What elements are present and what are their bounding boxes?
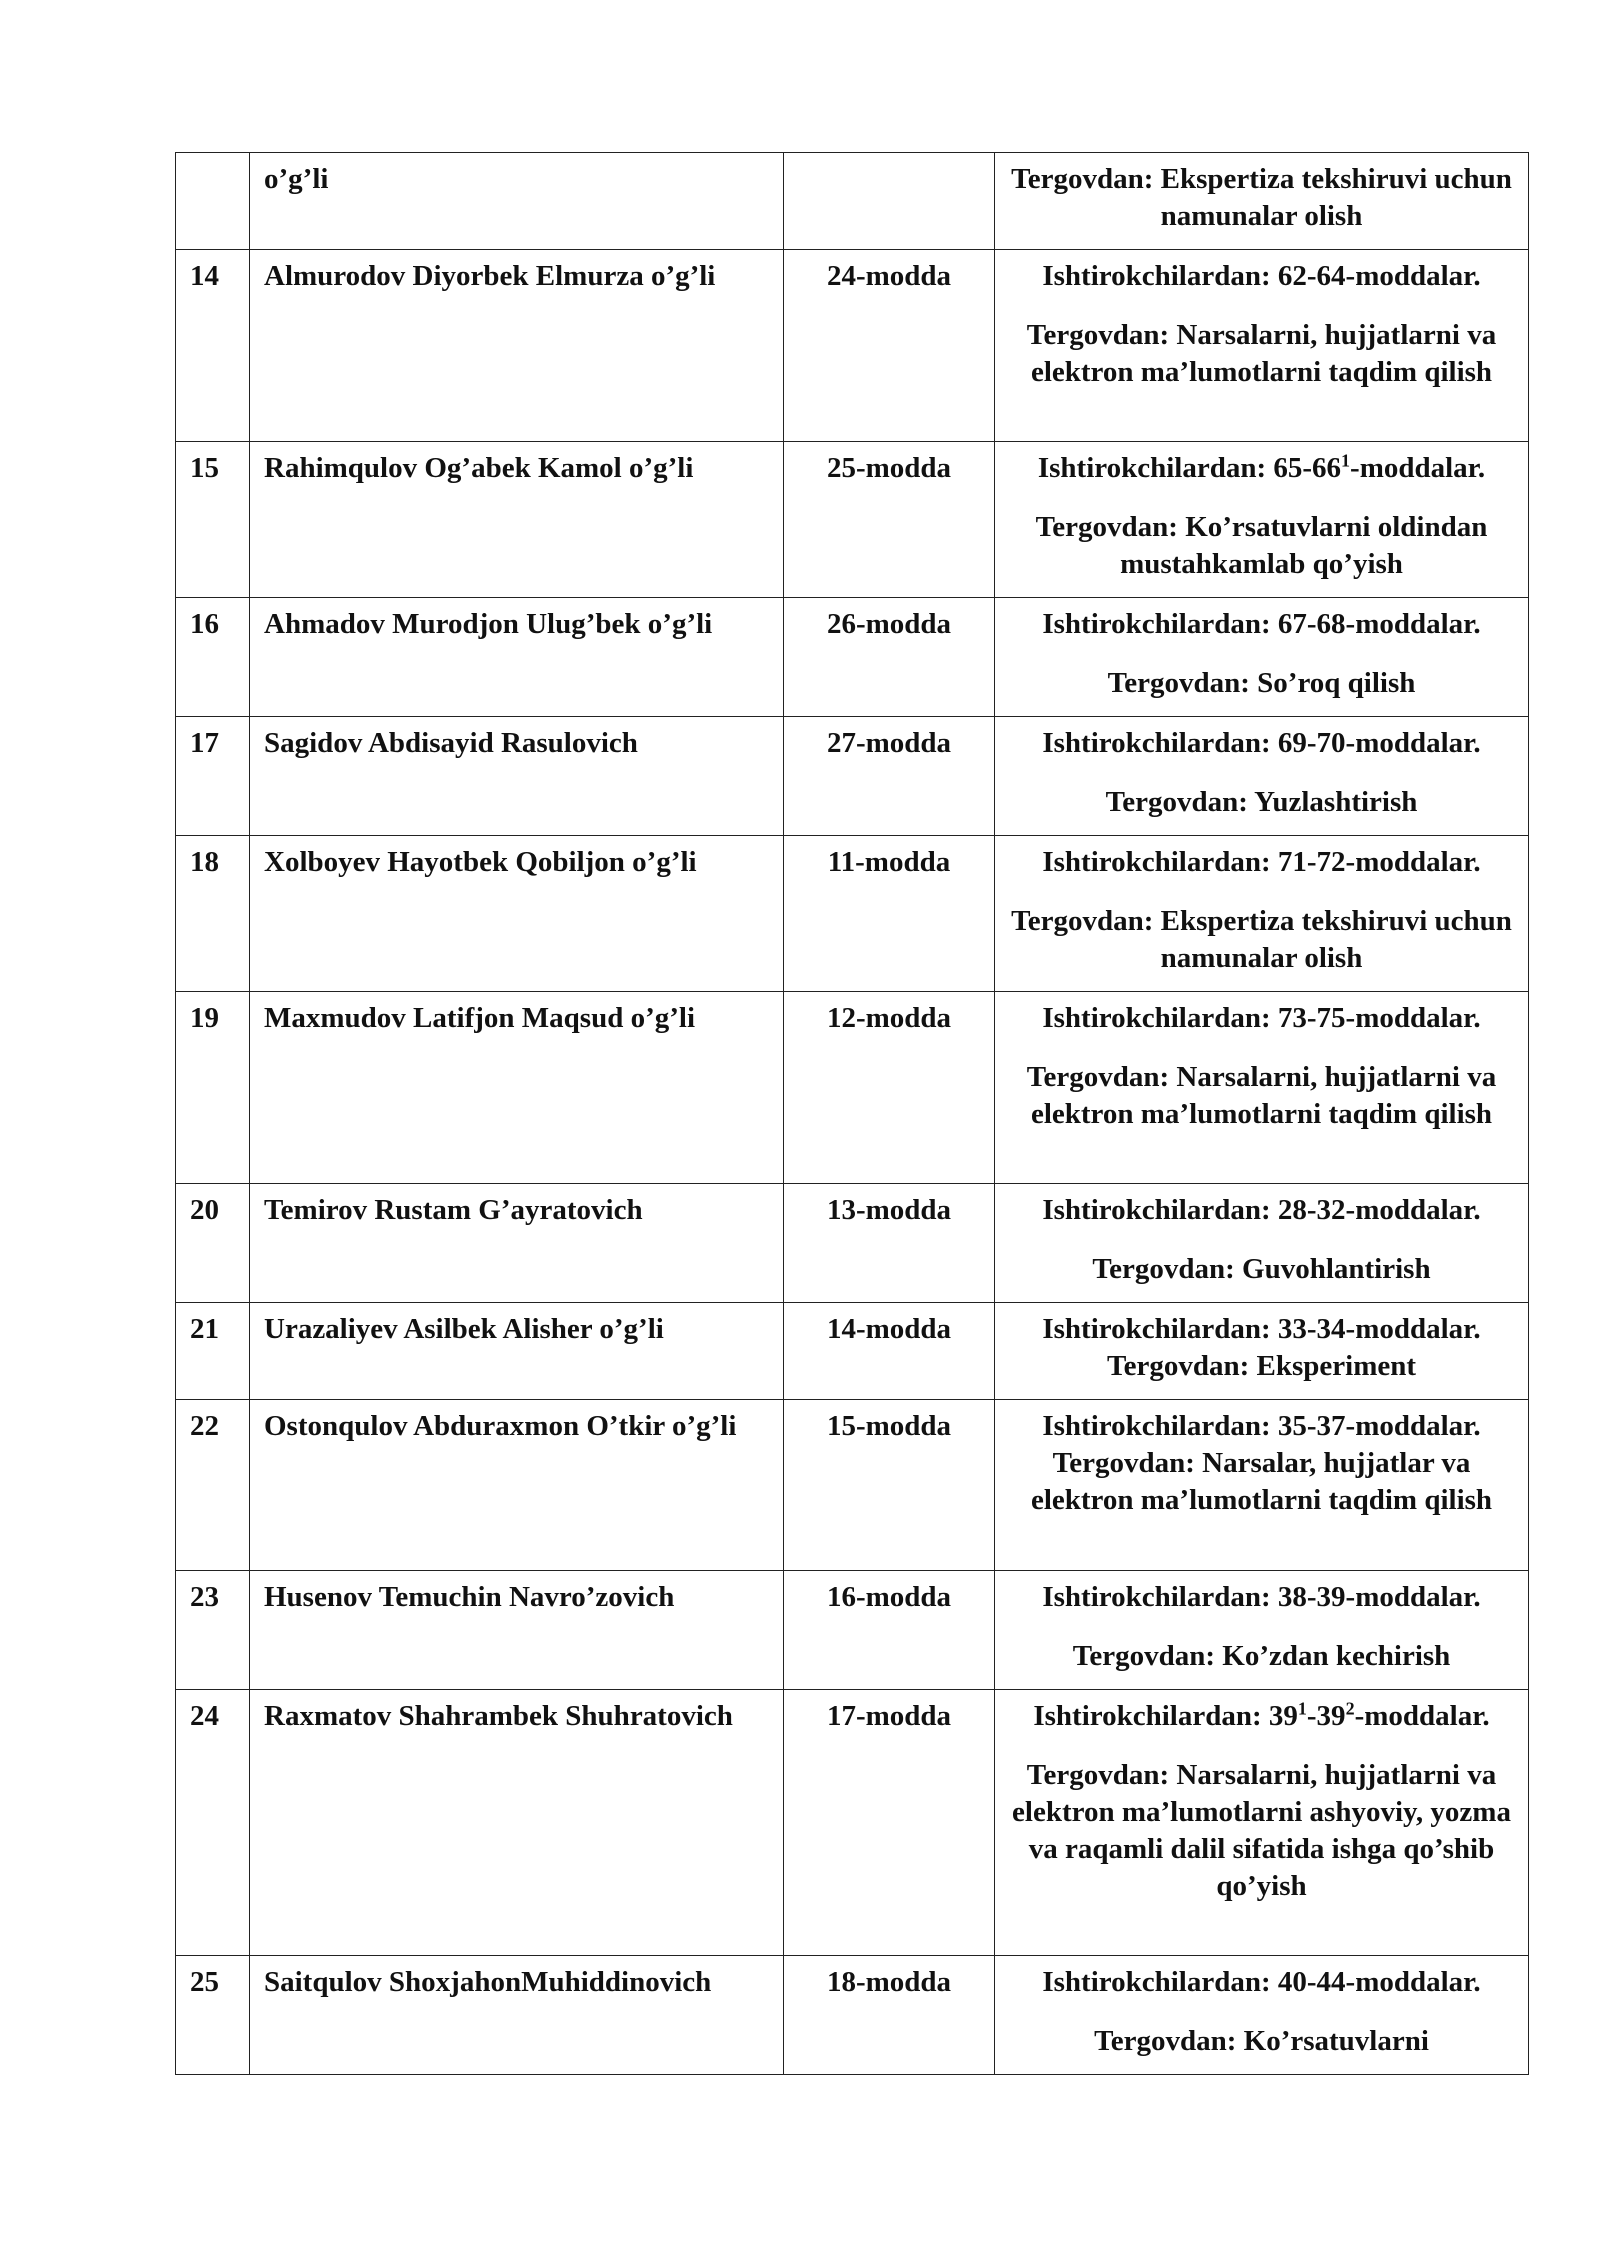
tasks-cell [995, 153, 1529, 250]
student-name: Xolboyev Hayotbek Qobiljon o’g’li [250, 836, 784, 992]
task-investigation: Tergovdan: Ko’rsatuvlarni [1094, 2025, 1429, 2057]
student-name: Ahmadov Murodjon Ulug’bek o’g’li [250, 598, 784, 717]
article: 25-modda [784, 442, 995, 598]
task-investigation: Tergovdan: Narsalarni, hujjatlarni va elektron ma’lumotlarni taqdim qilish [1026, 1061, 1497, 1130]
task-investigation: Tergovdan: Narsalarni, hujjatlarni va elektron ma’lumotlarni taqdim qilish [1026, 319, 1497, 388]
task-investigation: Tergovdan: Guvohlantirish [1092, 1253, 1431, 1285]
student-name: Husenov Temuchin Navro’zovich [250, 1571, 784, 1690]
row-number: 17 [176, 717, 250, 836]
task-participants: Ishtirokchilardan: 40-44-moddalar. [1042, 1966, 1481, 1998]
task-investigation: Tergovdan: Narsalar, hujjatlar va elektron ma’lumotlarni taqdim qilish [1030, 1447, 1493, 1516]
task-participants: Ishtirokchilardan: 67-68-moddalar. [1042, 608, 1481, 640]
tasks-cell [995, 1956, 1529, 2075]
student-name: Maxmudov Latifjon Maqsud o’g’li [250, 992, 784, 1184]
tasks-cell [995, 598, 1529, 717]
table-row [176, 1571, 1529, 1690]
task-participants: Ishtirokchilardan: 35-37-moddalar. [1042, 1410, 1481, 1442]
task-participants: Ishtirokchilardan: 71-72-moddalar. [1042, 846, 1481, 878]
task-participants-range: -39 [1306, 1700, 1346, 1732]
row-number: 18 [176, 836, 250, 992]
task-participants [1009, 450, 1514, 487]
row-number: 22 [176, 1400, 250, 1571]
table-row [176, 717, 1529, 836]
table-row [176, 1690, 1529, 1956]
student-name: Raxmatov Shahrambek Shuhratovich [250, 1690, 784, 1956]
article: 11-modda [784, 836, 995, 992]
article: 24-modda [784, 250, 995, 442]
task-investigation: Tergovdan: Yuzlashtirish [1105, 786, 1418, 818]
row-number: 14 [176, 250, 250, 442]
tasks-cell [995, 992, 1529, 1184]
task-participants: Ishtirokchilardan: 33-34-moddalar. [1042, 1313, 1481, 1345]
task-investigation: Tergovdan: Ko’zdan kechirish [1072, 1640, 1451, 1672]
task-participants: Ishtirokchilardan: 69-70-moddalar. [1042, 727, 1481, 759]
row-number: 25 [176, 1956, 250, 2075]
task-participants: Ishtirokchilardan: 38-39-moddalar. [1042, 1581, 1481, 1613]
tasks-cell [995, 442, 1529, 598]
task-participants [1009, 1698, 1514, 1735]
table-row [176, 442, 1529, 598]
table-row [176, 1303, 1529, 1400]
task-participants: Ishtirokchilardan: 73-75-moddalar. [1042, 1002, 1481, 1034]
tasks-cell [995, 1184, 1529, 1303]
table-row [176, 836, 1529, 992]
row-number: 21 [176, 1303, 250, 1400]
article: 26-modda [784, 598, 995, 717]
article: 18-modda [784, 1956, 995, 2075]
row-number: 15 [176, 442, 250, 598]
table-row [176, 992, 1529, 1184]
superscript: 1 [1297, 1698, 1307, 1719]
article [784, 153, 995, 250]
table-row [176, 1184, 1529, 1303]
tasks-cell [995, 1690, 1529, 1956]
task-participants: Ishtirokchilardan: 28-32-moddalar. [1042, 1194, 1481, 1226]
article: 14-modda [784, 1303, 995, 1400]
task-investigation: Tergovdan: Eksperiment [1106, 1350, 1417, 1382]
tasks-cell [995, 717, 1529, 836]
tasks-cell [995, 250, 1529, 442]
task-investigation: Tergovdan: So’roq qilish [1107, 667, 1416, 699]
article: 12-modda [784, 992, 995, 1184]
task-participants-suffix: -moddalar. [1354, 1700, 1490, 1732]
table-row [176, 1400, 1529, 1571]
student-name: Rahimqulov Og’abek Kamol o’g’li [250, 442, 784, 598]
student-name: Urazaliyev Asilbek Alisher o’g’li [250, 1303, 784, 1400]
row-number [176, 153, 250, 250]
student-name: Sagidov Abdisayid Rasulovich [250, 717, 784, 836]
superscript: 1 [1341, 450, 1351, 471]
article: 16-modda [784, 1571, 995, 1690]
task-investigation: Tergovdan: Ekspertiza tekshiruvi uchun namunalar olish [1011, 905, 1512, 974]
row-number: 19 [176, 992, 250, 1184]
article: 15-modda [784, 1400, 995, 1571]
task-participants: Ishtirokchilardan: 62-64-moddalar. [1042, 260, 1481, 292]
row-number: 23 [176, 1571, 250, 1690]
table-row [176, 250, 1529, 442]
table-row [176, 153, 1529, 250]
task-investigation: Tergovdan: Ekspertiza tekshiruvi uchun namunalar olish [1011, 163, 1512, 232]
article: 27-modda [784, 717, 995, 836]
task-participants-suffix: -moddalar. [1350, 452, 1486, 484]
row-number: 20 [176, 1184, 250, 1303]
article: 17-modda [784, 1690, 995, 1956]
assignment-table [175, 152, 1529, 2075]
tasks-cell [995, 1571, 1529, 1690]
student-name: o’g’li [250, 153, 784, 250]
table-row [176, 598, 1529, 717]
student-name: Almurodov Diyorbek Elmurza o’g’li [250, 250, 784, 442]
table-row [176, 1956, 1529, 2075]
tasks-cell [995, 1400, 1529, 1571]
row-number: 24 [176, 1690, 250, 1956]
task-participants-text: Ishtirokchilardan: 39 [1033, 1700, 1298, 1732]
article: 13-modda [784, 1184, 995, 1303]
task-investigation: Tergovdan: Narsalarni, hujjatlarni va elektron ma’lumotlarni ashyoviy, yozma va raqamli dalil sifatida ishga qo’shib qo’yish [1012, 1759, 1511, 1902]
superscript: 2 [1345, 1698, 1355, 1719]
tasks-cell [995, 1303, 1529, 1400]
student-name: Saitqulov ShoxjahonMuhiddinovich [250, 1956, 784, 2075]
student-name: Temirov Rustam G’ayratovich [250, 1184, 784, 1303]
student-name: Ostonqulov Abduraxmon O’tkir o’g’li [250, 1400, 784, 1571]
row-number: 16 [176, 598, 250, 717]
task-participants-text: Ishtirokchilardan: 65-66 [1037, 452, 1342, 484]
task-investigation: Tergovdan: Ko’rsatuvlarni oldindan mustahkamlab qo’yish [1035, 511, 1488, 580]
tasks-cell [995, 836, 1529, 992]
